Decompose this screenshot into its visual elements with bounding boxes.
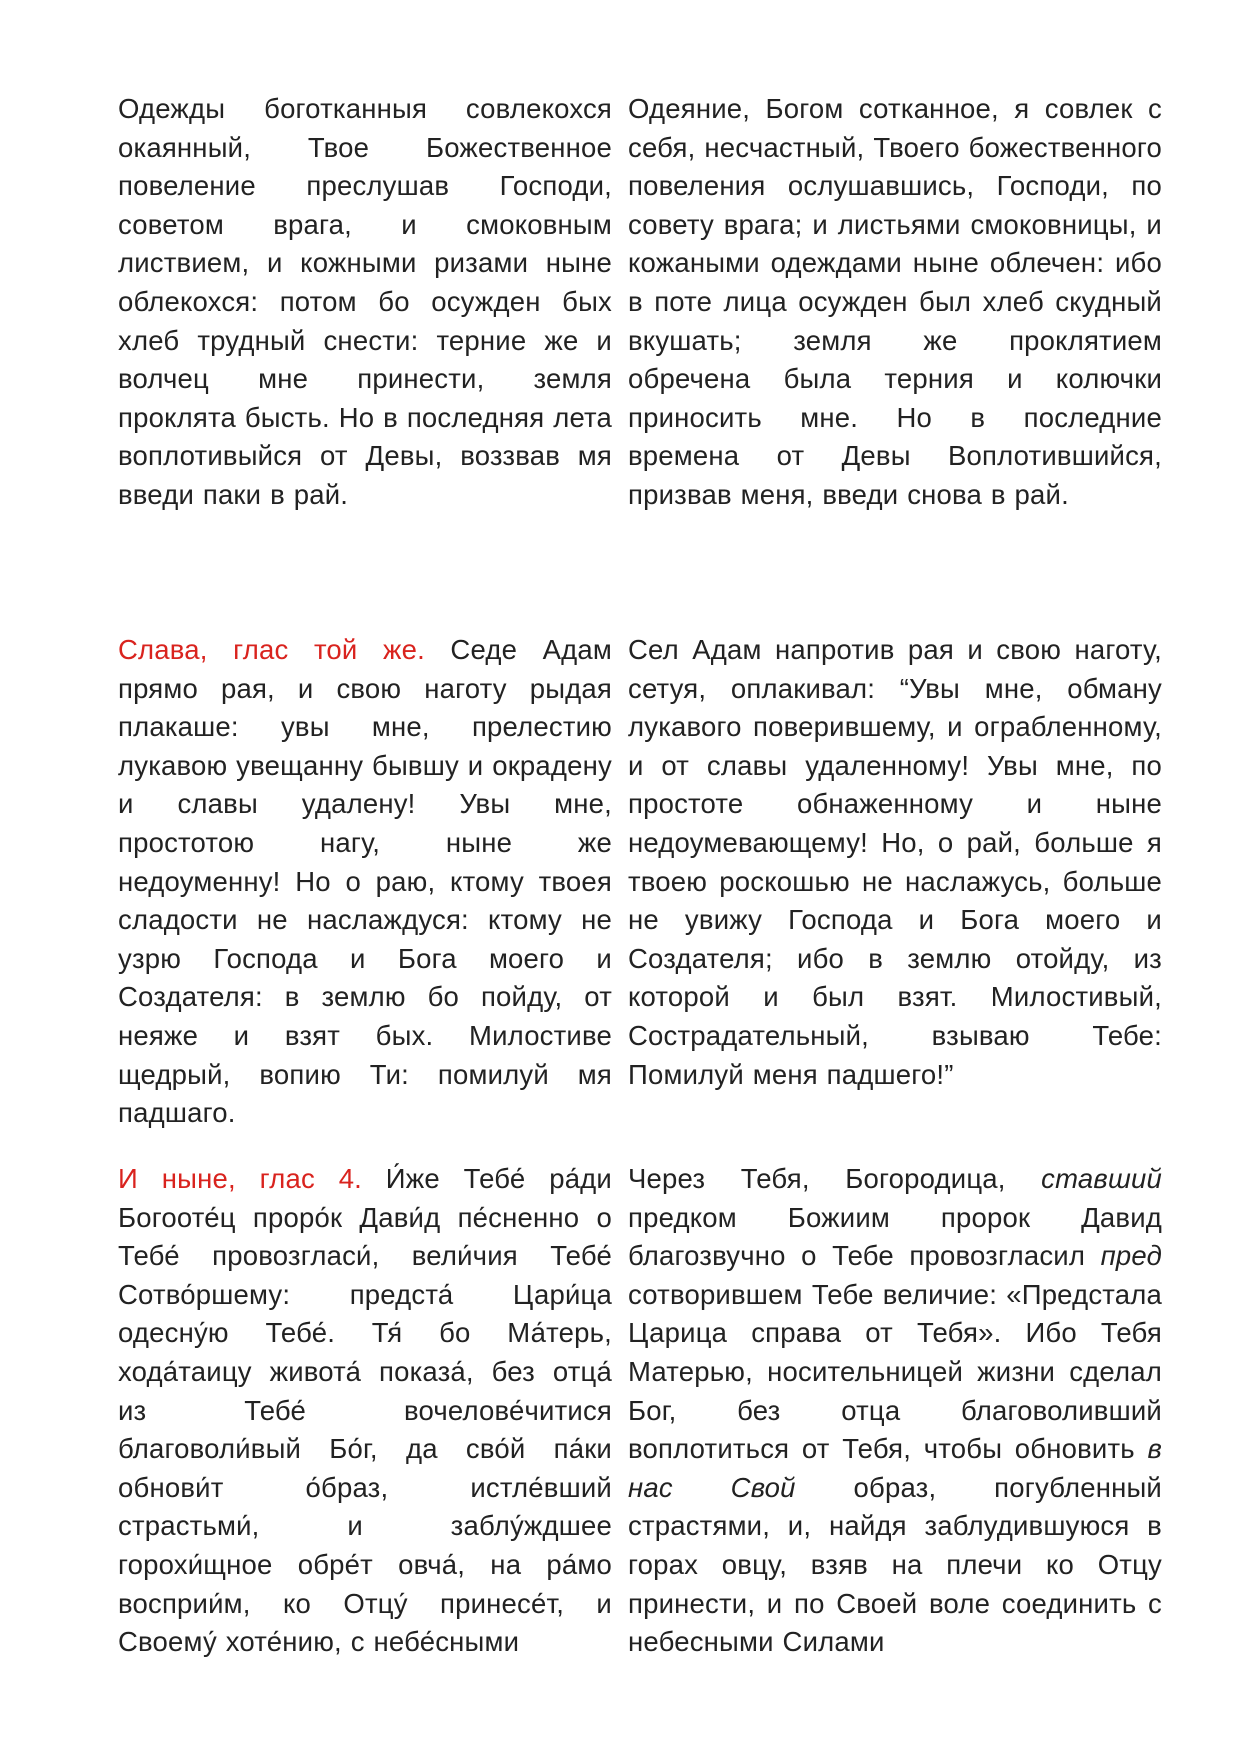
italic-insertion: ставший bbox=[1041, 1163, 1162, 1194]
text-block-3 bbox=[118, 1160, 1162, 1662]
rubric-heading: И ныне, глас 4. bbox=[118, 1163, 363, 1194]
paragraph-text: Одеяние, Богом сотканное, я совлек с себя, несчастный, Твоего божественного повеления ослушавшись, Господи, по совету врага; и листьями смоковницы, и кожаными одеждами ныне облечен: ибо в поте лица осужден был хлеб скудный вкушать; земля же проклятием обречена была терния и колючки приносить мне. Но в последние времена от Девы Воплотившийся, призвав меня, введи снова в рай. bbox=[628, 93, 1162, 510]
paragraph-text: Сел Адам напротив рая и свою наготу, сетуя, оплакивал: “Увы мне, обману лукавого поверившему, и ограбленному, и от славы удаленному! Увы мне, по простоте обнаженному и ныне недоумевающему! Но, о рай, больше я твоею роскошью не наслажусь, больше не увижу Господа и Бога моего и Создателя; ибо в землю отойду, из которой и был взят. Милостивый, Сострадательный, взываю Тебе: Помилуй меня падшего!” bbox=[628, 634, 1162, 1090]
rubric-heading: Слава, глас той же. bbox=[118, 634, 425, 665]
text-block-2 bbox=[118, 631, 1162, 1133]
paragraph-text: предком Божиим пророк Давид благозвучно о Тебе провозгласил bbox=[628, 1201, 1162, 1272]
church-slavonic-text bbox=[118, 90, 612, 515]
russian-translation bbox=[628, 631, 1162, 1133]
italic-insertion: пред bbox=[1100, 1240, 1162, 1272]
paragraph-text: образ, погубленный страстями, и, найдя заблудившуюся в горах овцу, взяв на плечи ко Отцу принести, и по Своей воле соединить с небесными Силами bbox=[628, 1471, 1162, 1658]
paragraph-text: Седе Адам прямо рая, и свою наготу рыдая плакаше: увы мне, прелестию лукавою увещанну бывшу и окрадену и славы удалену! Увы мне, простотою нагу, ныне же недоуменну! Но о раю, ктому твоея сладости не наслаждуся: ктому не узрю Господа и Бога моего и Создателя: в землю бо пойду, от неяже и взят бых. Милостиве щедрый, вопию Ти: помилуй мя падшаго. bbox=[118, 634, 612, 1129]
russian-translation bbox=[628, 90, 1162, 515]
paragraph-text: Через Тебя, Богородица, bbox=[628, 1163, 1042, 1194]
church-slavonic-text bbox=[118, 631, 612, 1133]
paragraph-text: И́же Тебе́ ра́ди Богооте́ц проро́к Дави́д пе́сненно о Тебе́ провозгласи́, вели́чия Тебе́ Сотво́ршему: предста́ Цари́ца одесну́ю Тебе́. Тя́ бо Ма́терь, хода́таицу живота́ показа́, без отца́ из Тебе́ вочелове́читися благоволи́вый Бо́г, да сво́й па́ки обнови́т о́браз, истле́вший страстьми́, и заблу́ждшее горохи́щное обре́т овча́, на ра́мо восприи́м, ко Отцу́ принесе́т, и Своему́ хоте́нию, с небе́сными bbox=[118, 1163, 612, 1658]
church-slavonic-text bbox=[118, 1160, 612, 1662]
russian-translation bbox=[628, 1160, 1162, 1662]
text-block-1 bbox=[118, 90, 1162, 515]
paragraph-text: Одежды боготканныя совлекохся окаянный, Твое Божественное повеление преслушав Господи, советом врага, и смоковным листвием, и кожными ризами ныне облекохся: потом бо осужден бых хлеб трудный снести: терние же и волчец мне принести, земля проклята бысть. Но в последняя лета воплотивыйся от Девы, воззвав мя введи паки в рай. bbox=[118, 93, 612, 510]
italic-insertion: в нас Свой bbox=[628, 1433, 1162, 1503]
paragraph-text: сотворившем Тебе величие: «Предстала Царица справа от Тебя». Ибо Тебя Матерью, носительницей жизни сделал Бог, без отца благоволивший воплотиться от Тебя, чтобы обновить bbox=[628, 1278, 1162, 1465]
